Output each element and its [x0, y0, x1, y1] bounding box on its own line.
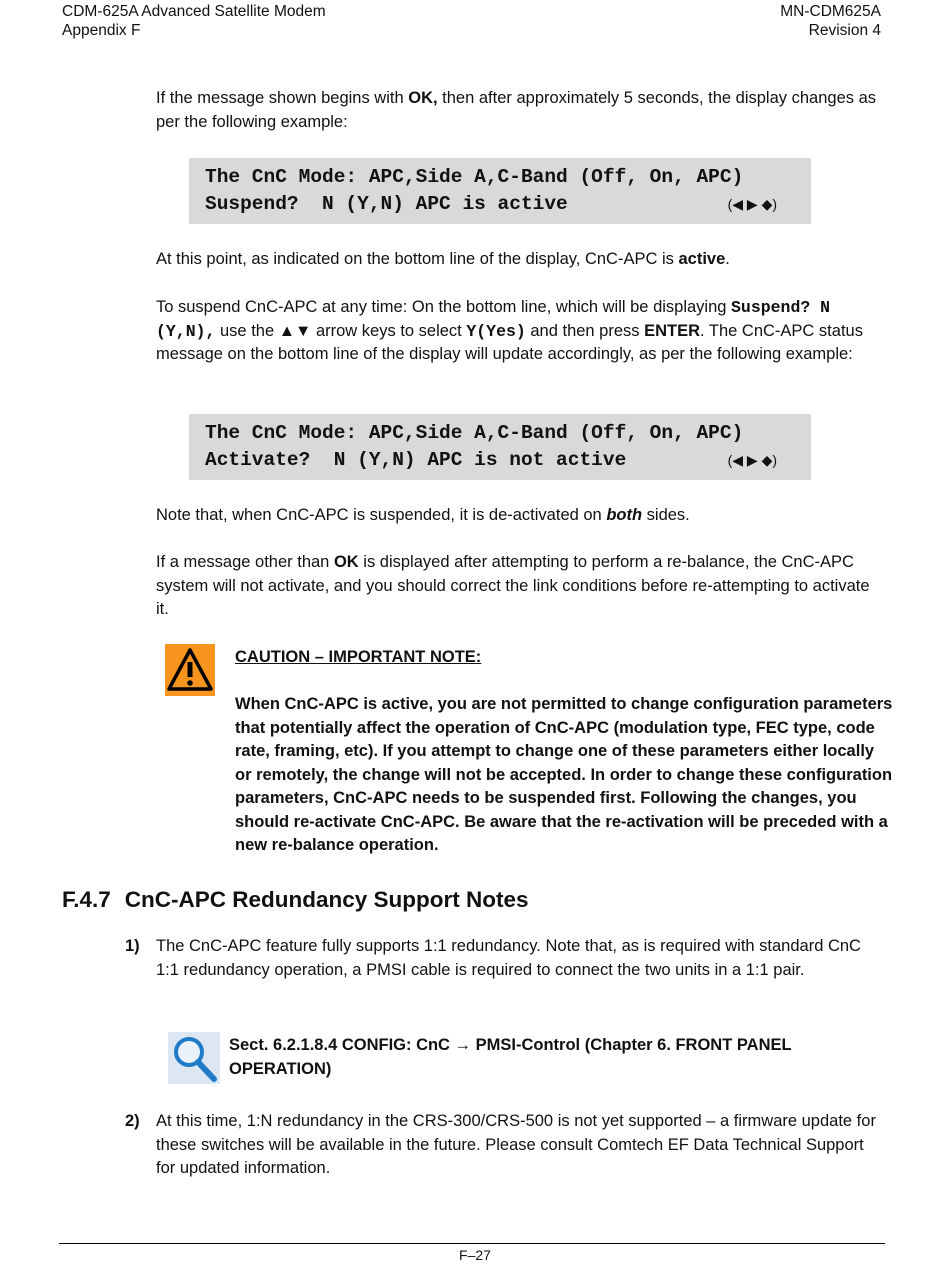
lcd-arrow-keys-icon: (◀ ▶ ◆) [727, 452, 777, 468]
page-header-left [62, 2, 326, 40]
text-run: If the message shown begins with [156, 89, 409, 107]
text-run: . The CnC-APC status message on the bottom line of the display will update accordingly, as per the following example: [156, 321, 863, 363]
appendix-label: Appendix F [62, 22, 141, 39]
text-run: . [725, 250, 730, 268]
section-heading [62, 887, 543, 913]
lcd-line-2: Suspend? N (Y,N) APC is active [205, 193, 568, 215]
ok-keyword: OK [333, 553, 359, 571]
suspend-prompt-code: Suspend? N (Y,N), [156, 298, 831, 341]
text-run: then after approximately 5 seconds, the display changes as per the following example: [156, 89, 877, 131]
list-item-number: 1) [125, 937, 140, 955]
text-run: If a message other than [156, 553, 334, 571]
paragraph-active-state [156, 248, 876, 272]
lcd-display-example-2 [189, 414, 811, 480]
ok-keyword: OK, [408, 89, 438, 107]
warning-triangle-icon [165, 644, 215, 696]
lcd-arrow-keys-icon: (◀ ▶ ◆) [727, 196, 777, 212]
text-run: Note that, when CnC-APC is suspended, it is de-activated on [156, 506, 607, 524]
list-item: At this time, 1:N redundancy in the CRS-300/CRS-500 is not yet supported – a firmware update for these switches will be available in the future. Please consult Comtech EF Data Technical Support for updated information. [156, 1112, 876, 1177]
paragraph-suspend-instructions [156, 296, 881, 367]
caution-title: CAUTION – IMPORTANT NOTE: [235, 648, 482, 666]
magnifier-icon [168, 1032, 220, 1084]
page-header-right [780, 2, 881, 40]
page-number: F–27 [459, 1247, 491, 1263]
text-run: At this point, as indicated on the bottom line of the display, CnC-APC is [156, 250, 679, 268]
both-emphasis: both [606, 506, 643, 524]
lcd-display-example-1 [189, 158, 811, 224]
caution-body: When CnC-APC is active, you are not permitted to change configuration parameters that potentially affect the operation of CnC-APC (modulation type, FEC type, code rate, framing, etc). If you attempt to change one of these parameters either locally or remotely, the change will not be accepted. In order to change these configuration parameters, CnC-APC needs to be suspended first. Following the changes, you should re-activate CnC-APC. Be aware that the re-activation will be preceded with a new re-balance operation. [235, 695, 893, 854]
list-item-number: 2) [125, 1112, 140, 1130]
lcd-line-1: The CnC Mode: APC,Side A,C-Band (Off, On, APC) [205, 422, 744, 444]
text-run: sides. [642, 506, 690, 524]
lcd-line-2: Activate? N (Y,N) APC is not active [205, 449, 627, 471]
paragraph-suspend-note [156, 504, 876, 528]
section-number: F.4.7 [62, 887, 111, 912]
footer-divider [59, 1243, 885, 1244]
paragraph-rebalance-failure [156, 551, 881, 622]
revision-label: Revision 4 [808, 22, 881, 39]
text-run: and then press [525, 321, 645, 340]
enter-key-label: ENTER [644, 321, 701, 340]
yes-option-code: Y(Yes) [466, 321, 526, 341]
cross-reference-link[interactable]: Sect. 6.2.1.8.4 CONFIG: CnC → PMSI-Control (Chapter 6. FRONT PANEL OPERATION) [229, 1036, 792, 1078]
document-id: MN-CDM625A [780, 3, 881, 20]
text-run: To suspend CnC-APC at any time: On the bottom line, which will be displaying [156, 298, 732, 316]
text-run: is displayed after attempting to perform a re-balance, the CnC-APC system will not activate, and you should correct the link conditions before re-attempting to activate it. [156, 553, 870, 618]
lcd-line-1: The CnC Mode: APC,Side A,C-Band (Off, On, APC) [205, 166, 744, 188]
paragraph-ok-message [156, 87, 876, 134]
section-title: CnC-APC Redundancy Support Notes [124, 887, 529, 912]
text-run: use the ▲▼ arrow keys to select [215, 321, 467, 340]
active-keyword: active [678, 250, 726, 268]
list-item: The CnC-APC feature fully supports 1:1 redundancy. Note that, as is required with standard CnC 1:1 redundancy operation, a PMSI cable is required to connect the two units in a 1:1 pair. [156, 937, 861, 979]
document-title: CDM-625A Advanced Satellite Modem [62, 3, 326, 20]
